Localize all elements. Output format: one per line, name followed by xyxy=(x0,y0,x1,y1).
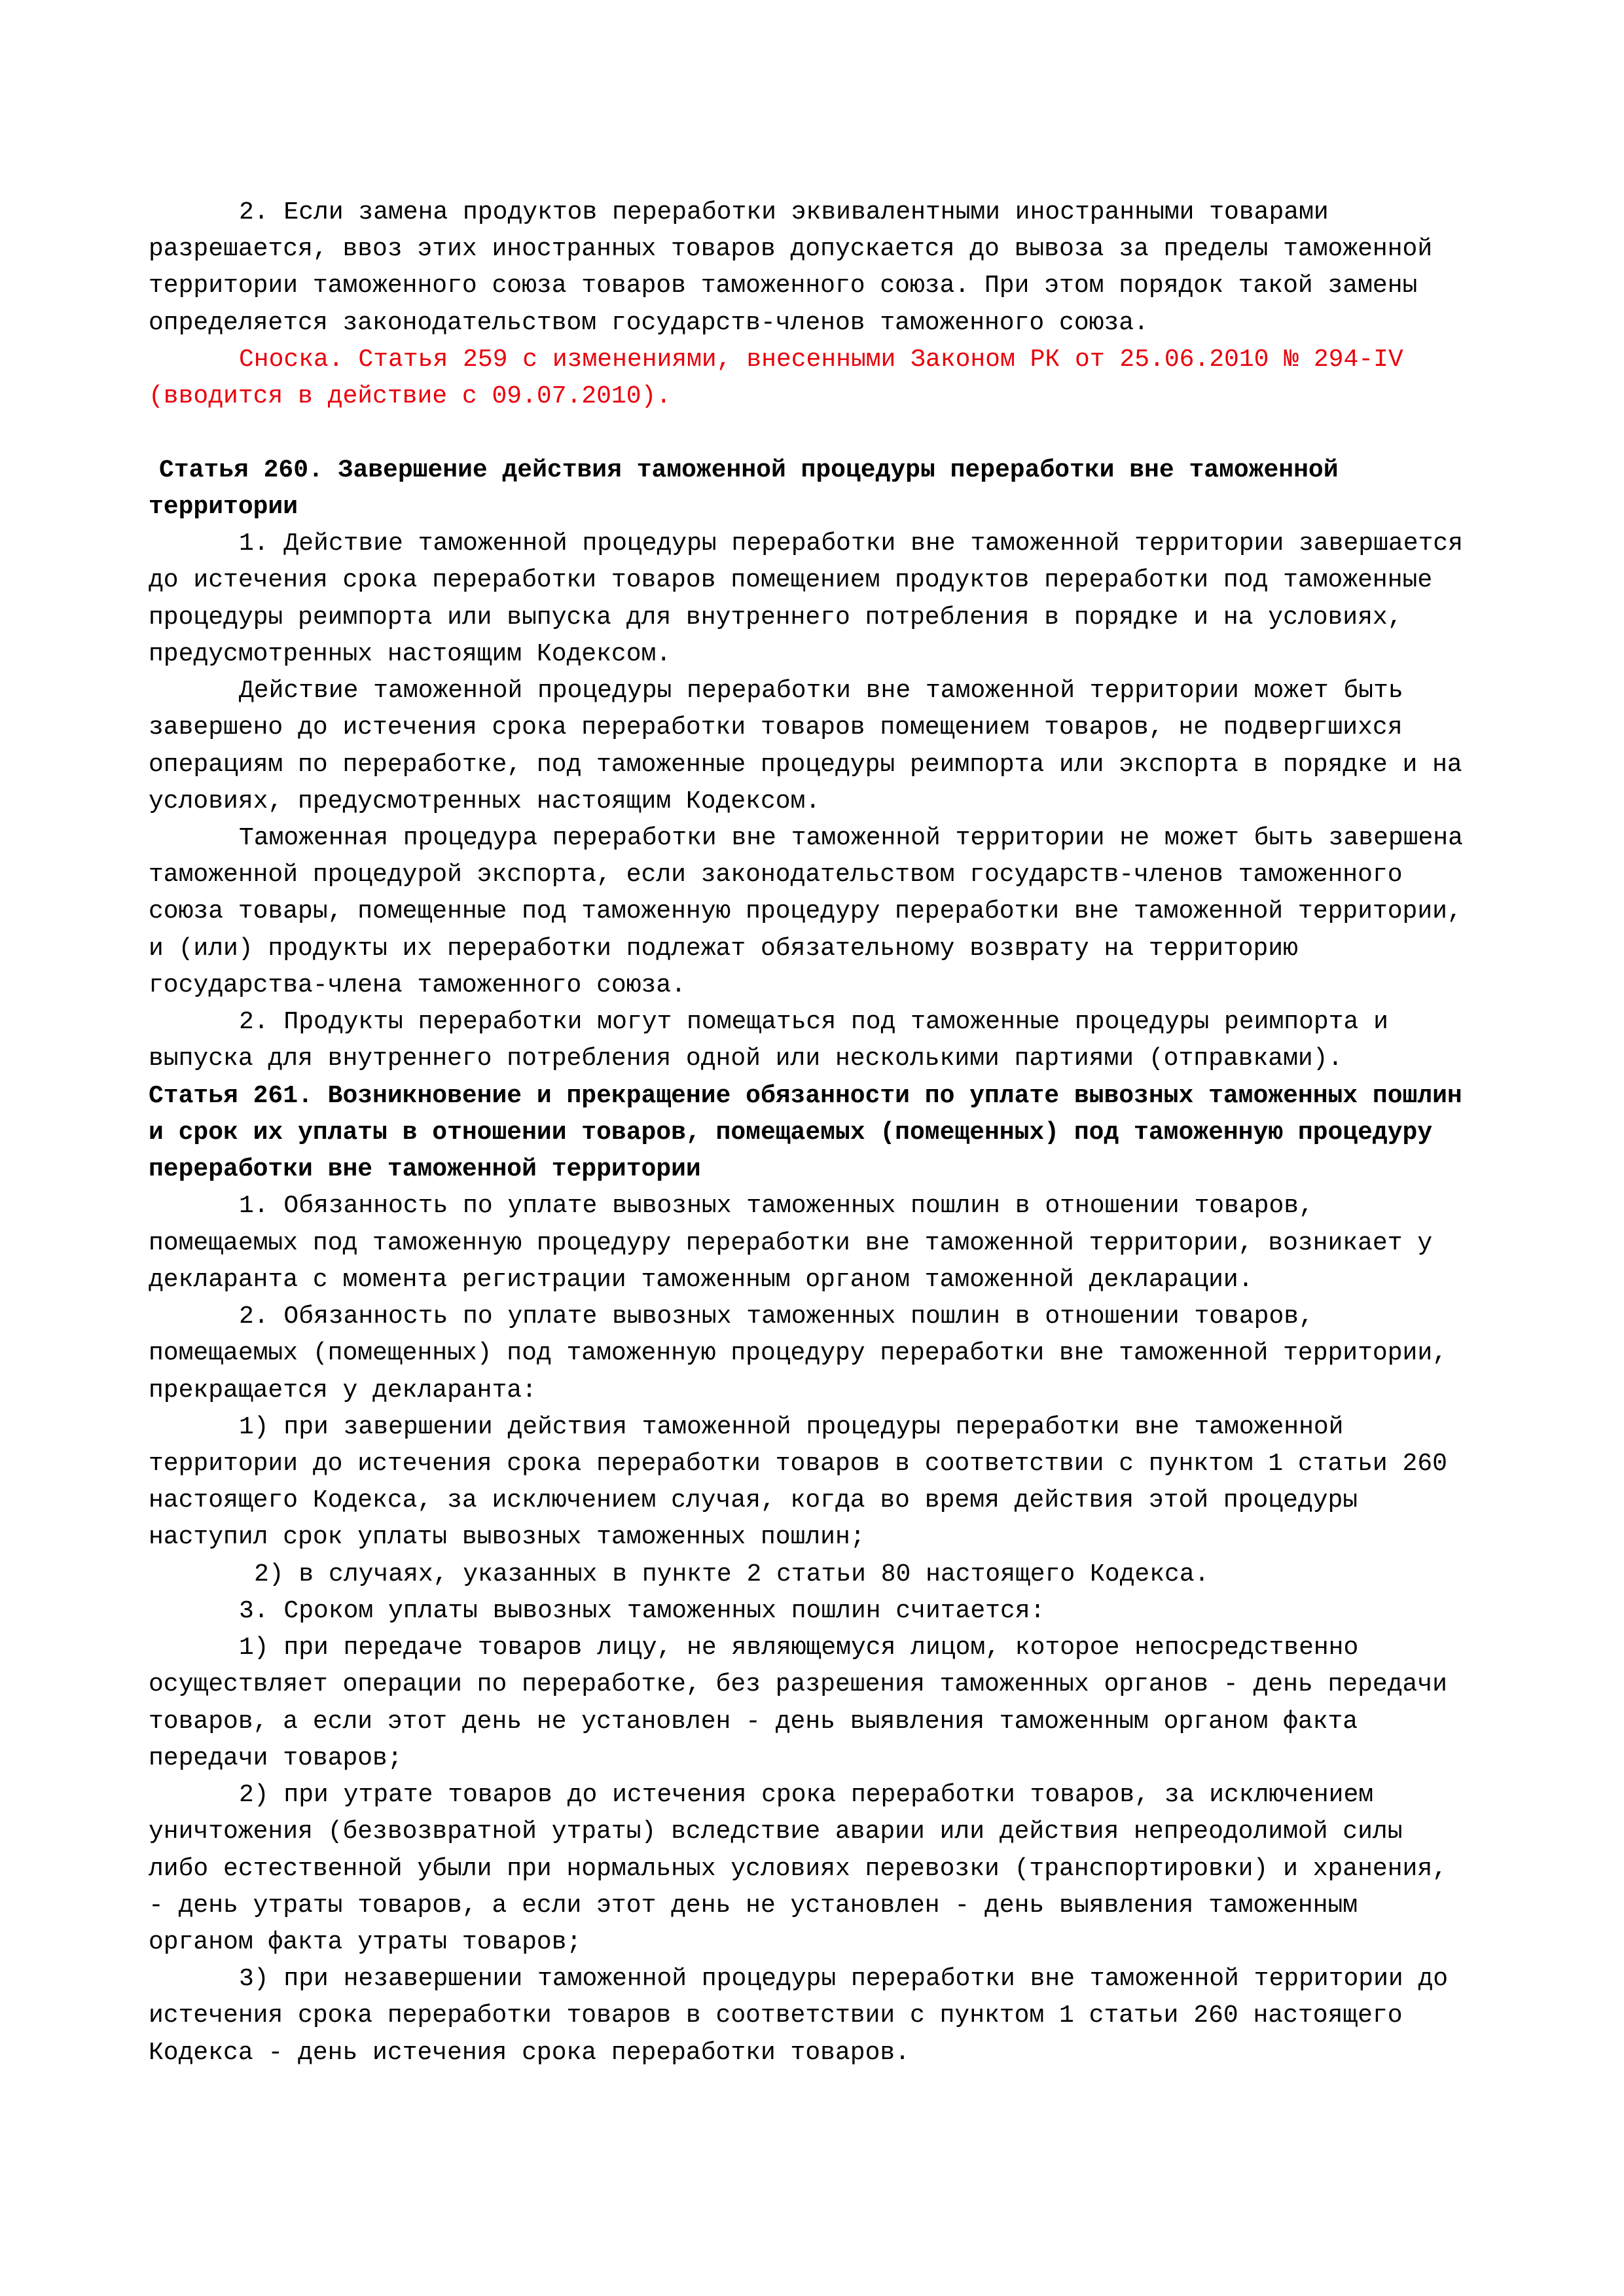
text-line: 2. Если замена продуктов переработки эквивалентными иностранными товарами xyxy=(239,198,1329,226)
text-line: государства-члена таможенного союза. xyxy=(149,971,686,999)
text-line: 2) при утрате товаров до истечения срока переработки товаров, за исключением xyxy=(239,1781,1374,1810)
text-line: выпуска для внутреннего потребления одной или несколькими партиями (отправками). xyxy=(149,1045,1343,1073)
text-line: 3) при незавершении таможенной процедуры переработки вне таможенной территории до xyxy=(239,1965,1449,1994)
text-line: 2) в случаях, указанных в пункте 2 статьи 80 настоящего Кодекса. xyxy=(254,1560,1210,1588)
text-line: союза товары, помещенные под таможенную процедуру переработки вне таможенной территории, xyxy=(149,897,1462,926)
article-260-paragraph-3 xyxy=(149,820,1523,1004)
article-261-paragraph-2 xyxy=(149,1299,1523,1409)
text-line: до истечения срока переработки товаров помещением продуктов переработки под таможенные xyxy=(149,566,1433,595)
footnote-line: Сноска. Статья 259 с изменениями, внесенными Законом РК от 25.06.2010 № 294-IV xyxy=(239,345,1403,374)
text-line: 1) при завершении действия таможенной процедуры переработки вне таможенной xyxy=(239,1412,1344,1441)
text-line: Таможенная процедура переработки вне таможенной территории не может быть завершена xyxy=(239,823,1463,852)
text-line: 1. Действие таможенной процедуры переработки вне таможенной территории завершается xyxy=(239,529,1463,558)
text-line: процедуры реимпорта или выпуска для внутреннего потребления в порядке и на условиях, xyxy=(149,603,1403,632)
text-line: уничтожения (безвозвратной утраты) вследствие аварии или действия непреодолимой силы xyxy=(149,1818,1403,1846)
amendment-footnote xyxy=(149,342,1523,415)
text-line: 1. Обязанность по уплате вывозных таможенных пошлин в отношении товаров, xyxy=(239,1192,1314,1221)
text-line: истечения срока переработки товаров в соответствии с пунктом 1 статьи 260 настоящего xyxy=(149,2001,1403,2030)
text-line: условиях, предусмотренных настоящим Кодексом. xyxy=(149,787,821,816)
text-line: разрешается, ввоз этих иностранных товаров допускается до вывоза за пределы таможенной xyxy=(149,235,1433,264)
article-261-paragraph-3-item-1 xyxy=(149,1630,1523,1777)
heading-line: и срок их уплаты в отношении товаров, помещаемых (помещенных) под таможенную процедуру xyxy=(149,1118,1433,1147)
text-line: либо естественной убыли при нормальных условиях перевозки (транспортировки) и хранения, xyxy=(149,1854,1447,1883)
text-line: - день утраты товаров, а если этот день не установлен - день выявления таможенным xyxy=(149,1891,1358,1920)
text-line: 2. Продукты переработки могут помещаться под таможенные процедуры реимпорта и xyxy=(239,1008,1388,1037)
article-261-paragraph-1 xyxy=(149,1188,1523,1299)
text-line: территории до истечения срока переработки товаров в соответствии с пунктом 1 статьи 260 xyxy=(149,1449,1447,1478)
text-line: помещаемых под таможенную процедуру переработки вне таможенной территории, возникает у xyxy=(149,1229,1433,1257)
article-260-paragraph-1 xyxy=(149,526,1523,673)
text-line: Кодекса - день истечения срока переработки товаров. xyxy=(149,2038,910,2067)
heading-line: территории xyxy=(149,492,298,521)
article-261-paragraph-3-item-3 xyxy=(149,1961,1523,2072)
article-260-paragraph-2 xyxy=(149,673,1523,820)
text-line: и (или) продукты их переработки подлежат обязательному возврату на территорию xyxy=(149,934,1298,963)
text-line: наступил срок уплаты вывозных таможенных пошлин; xyxy=(149,1523,865,1552)
text-line: передачи товаров; xyxy=(149,1744,403,1772)
text-line: товаров, а если этот день не установлен - день выявления таможенным органом факта xyxy=(149,1707,1358,1736)
text-line: 3. Сроком уплаты вывозных таможенных пошлин считается: xyxy=(239,1596,1045,1625)
document-page xyxy=(149,194,1523,2072)
article-261-heading xyxy=(149,1078,1523,1189)
heading-line: переработки вне таможенной территории xyxy=(149,1155,701,1184)
text-line: завершено до истечения срока переработки товаров помещением товаров, не подвергшихся xyxy=(149,713,1403,742)
article-260-paragraph-4 xyxy=(149,1004,1523,1077)
blank-line xyxy=(149,415,1523,452)
text-line: Действие таможенной процедуры переработки вне таможенной территории может быть xyxy=(239,677,1403,706)
text-line: помещаемых (помещенных) под таможенную процедуру переработки вне таможенной территории, xyxy=(149,1339,1447,1368)
article-259-paragraph-2 xyxy=(149,194,1523,342)
heading-line: Статья 261. Возникновение и прекращение обязанности по уплате вывозных таможенных пошлин xyxy=(149,1081,1462,1110)
article-261-paragraph-2-item-1 xyxy=(149,1409,1523,1556)
text-line: 1) при передаче товаров лицу, не являющемуся лицом, которое непосредственно xyxy=(239,1634,1359,1662)
article-261-paragraph-3-item-2 xyxy=(149,1777,1523,1961)
text-line: таможенной процедурой экспорта, если законодательством государств-членов таможенного xyxy=(149,861,1403,889)
article-261-paragraph-2-item-2 xyxy=(149,1556,1523,1593)
text-line: органом факта утраты товаров; xyxy=(149,1928,582,1957)
text-line: 2. Обязанность по уплате вывозных таможенных пошлин в отношении товаров, xyxy=(239,1302,1314,1331)
text-line: определяется законодательством государств-членов таможенного союза. xyxy=(149,308,1149,337)
article-261-paragraph-3 xyxy=(149,1593,1523,1630)
footnote-line: (вводится в действие с 09.07.2010). xyxy=(149,382,672,411)
text-line: территории таможенного союза товаров таможенного союза. При этом порядок такой замены xyxy=(149,272,1418,300)
text-line: настоящего Кодекса, за исключением случая, когда во время действия этой процедуры xyxy=(149,1486,1358,1515)
text-line: операциям по переработке, под таможенные процедуры реимпорта или экспорта в порядке и на xyxy=(149,750,1462,779)
text-line: прекращается у декларанта: xyxy=(149,1376,537,1405)
text-line: предусмотренных настоящим Кодексом. xyxy=(149,639,672,668)
article-260-heading xyxy=(149,452,1523,526)
heading-line: Статья 260. Завершение действия таможенной процедуры переработки вне таможенной xyxy=(159,456,1339,484)
text-line: декларанта с момента регистрации таможенным органом таможенной декларации. xyxy=(149,1265,1254,1294)
text-line: осуществляет операции по переработке, без разрешения таможенных органов - день передачи xyxy=(149,1670,1447,1699)
